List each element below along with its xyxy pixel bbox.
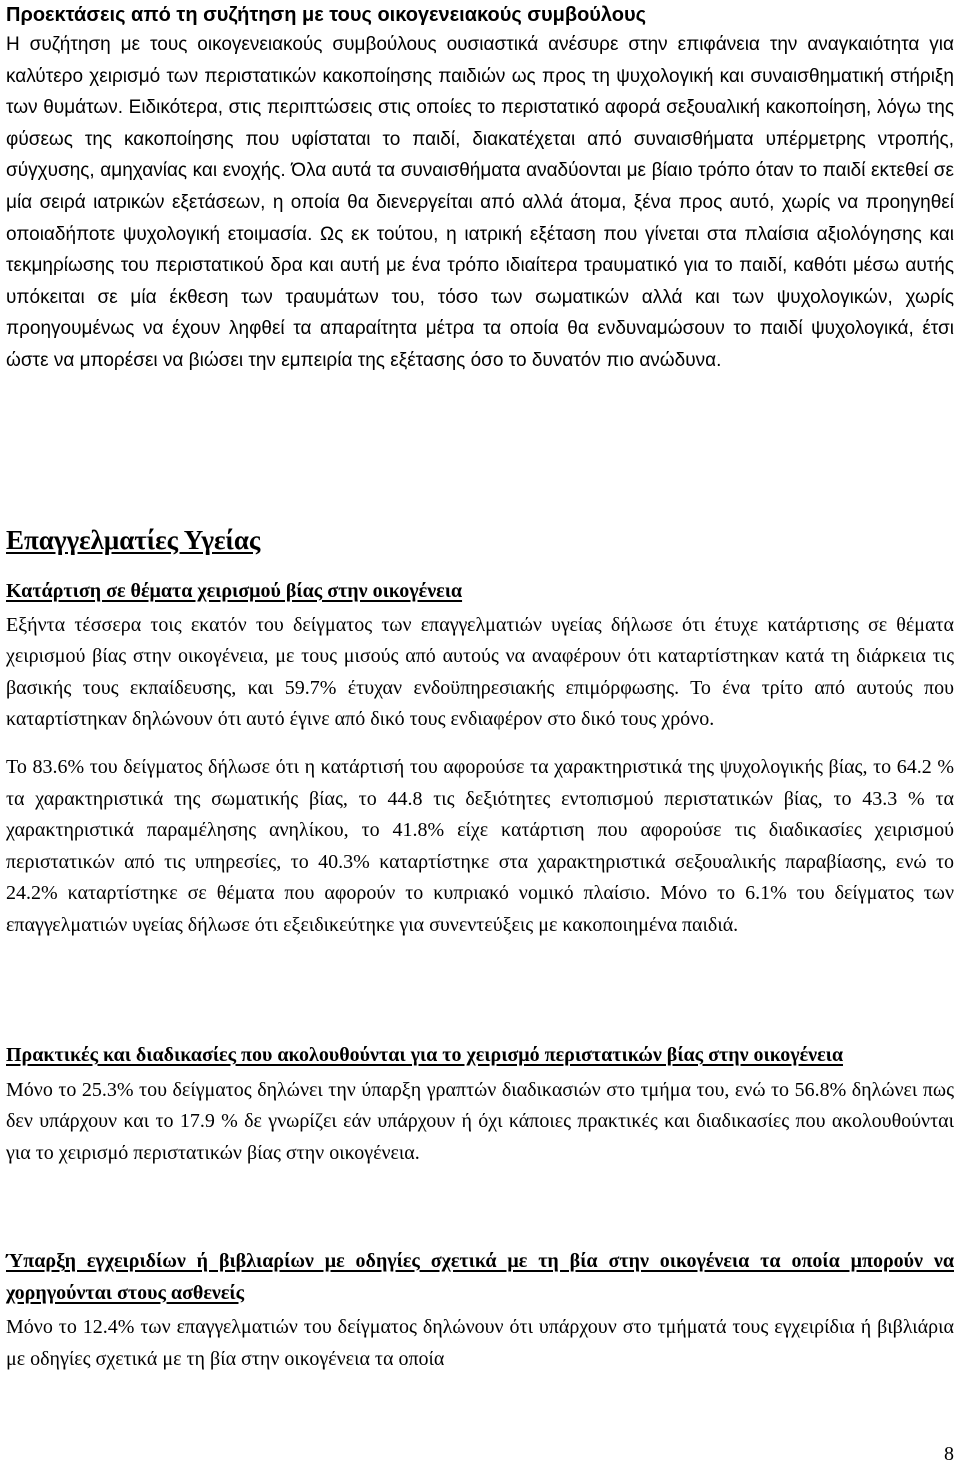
section-title: Προεκτάσεις από τη συζήτηση με τους οικογενειακούς συμβούλους xyxy=(6,4,647,26)
practices-subsection xyxy=(6,1040,954,1169)
training-heading: Κατάρτιση σε θέματα χειρισμού βίας στην οικογένεια xyxy=(6,580,463,602)
training-paragraph-1: Εξήντα τέσσερα τοις εκατόν του δείγματος των επαγγελματιών υγείας δήλωσε ότι έτυχε κατάρτισης σε θέματα χειρισμού βίας στην οικογένεια, με τους μισούς από αυτούς να αναφέρουν ότι καταρτίστηκαν κατά τη διάρκεια τις βασικής τους εκπαίδευσης, και 59.7% έτυχαν ενδοϋπηρεσιακής επιμόρφωσης. Το ένα τρίτο από αυτούς που καταρτίστηκαν δηλώνουν ότι αυτό έγινε από δικό τους ενδιαφέρον στο δικό τους χρόνο. xyxy=(6,613,954,731)
page-number: 8 xyxy=(944,1443,954,1465)
leaflets-subsection xyxy=(6,1246,954,1375)
training-subsection xyxy=(6,576,954,942)
practices-heading: Πρακτικές και διαδικασίες που ακολουθούνται για το χειρισμό περιστατικών βίας στην οικογένεια xyxy=(6,1044,843,1066)
health-professionals-heading: Επαγγελματίες Υγείας xyxy=(6,525,261,555)
section-family-counselors xyxy=(6,0,954,377)
practices-paragraph: Μόνο το 25.3% του δείγματος δηλώνει την ύπαρξη γραπτών διαδικασιών στο τμήμα του, ενώ το 56.8% δηλώνει πως δεν υπάρχουν και το 17.9 % δε γνωρίζει εάν υπάρχουν ή όχι κάποιες πρακτικές και διαδικασίες που ακολουθούνται για το χειρισμό περιστατικών βίας στην οικογένεια. xyxy=(6,1078,954,1164)
leaflets-paragraph: Μόνο το 12.4% των επαγγελματιών του δείγματος δηλώνουν ότι υπάρχουν στο τμήματά τους εγχειρίδια ή βιβλιάρια με οδηγίες σχετικά με τη βία στην οικογένεια τα οποία xyxy=(6,1316,954,1370)
training-paragraph-2: Το 83.6% του δείγματος δήλωσε ότι η κατάρτισή του αφορούσε τα χαρακτηριστικά της ψυχολογικής βίας, το 64.2 % τα χαρακτηριστικά της σωματικής βίας, το 44.8 τις δεξιότητες εντοπισμού περιστατικών βίας, το 43.3 % τα χαρακτηριστικά παραμέλησης ανηλίκου, το 41.8% είχε κατάρτιση που αφορούσε τις διαδικασίες χειρισμού περιστατικών από τις υπηρεσίες, το 40.3% καταρτίστηκε στα χαρακτηριστικά σεξουαλικής παραβίασης, ενώ το 24.2% καταρτίστηκε σε θέματα που αφορούν το κυπριακό νομικό πλαίσιο. Μόνο το 6.1% του δείγματος των επαγγελματιών υγείας δήλωσε ότι εξειδικεύτηκε για συνεντεύξεις με κακοποιημένα παιδιά. xyxy=(6,755,954,936)
leaflets-heading: Ύπαρξη εγχειριδίων ή βιβλιαρίων με οδηγίες σχετικά με τη βία στην οικογένεια τα οποία μπορούν να χορηγούνται στους ασθενείς xyxy=(6,1250,954,1304)
section-paragraph: Η συζήτηση με τους οικογενειακούς συμβούλους ουσιαστικά ανέσυρε στην επιφάνεια την αναγκαιότητα για καλύτερο χειρισμό των περιστατικών κακοποίησης παιδιών ως προς τη ψυχολογική και συναισθηματική στήριξη των θυμάτων. Ειδικότερα, στις περιπτώσεις στις οποίες το περιστατικό αφορά σεξουαλική κακοποίηση, λόγω της φύσεως της κακοποίησης που υφίσταται το παιδί, διακατέχεται από συναισθήματα υπέρμετρης ντροπής, σύγχυσης, αμηχανίας και ενοχής. Όλα αυτά τα συναισθήματα αναδύονται με βίαιο τρόπο όταν το παιδί εκτεθεί σε μία σειρά ιατρικών εξετάσεων, η οποία θα διενεργείται από αλλά άτομα, ξένα προς αυτό, χωρίς να προηγηθεί οποιαδήποτε ψυχολογική ετοιμασία. Ως εκ τούτου, η ιατρική εξέταση που γίνεται στα πλαίσια αξιολόγησης και τεκμηρίωσης του περιστατικού δρα και αυτή με ένα τρόπο ιδιαίτερα τραυματικό για το παιδί, καθότι μέσω αυτής υπόκειται σε μία έκθεση των τραυμάτων του, τόσο των σωματικών αλλά και των ψυχολογικών, χωρίς προηγουμένως να έχουν ληφθεί τα απαραίτητα μέτρα τα οποία θα ενδυναμώσουν το παιδί ψυχολογικά, έτσι ώστε να μπορέσει να βιώσει την εμπειρία της εξέτασης όσο το δυνατόν πιο ανώδυνα. xyxy=(6,34,954,371)
